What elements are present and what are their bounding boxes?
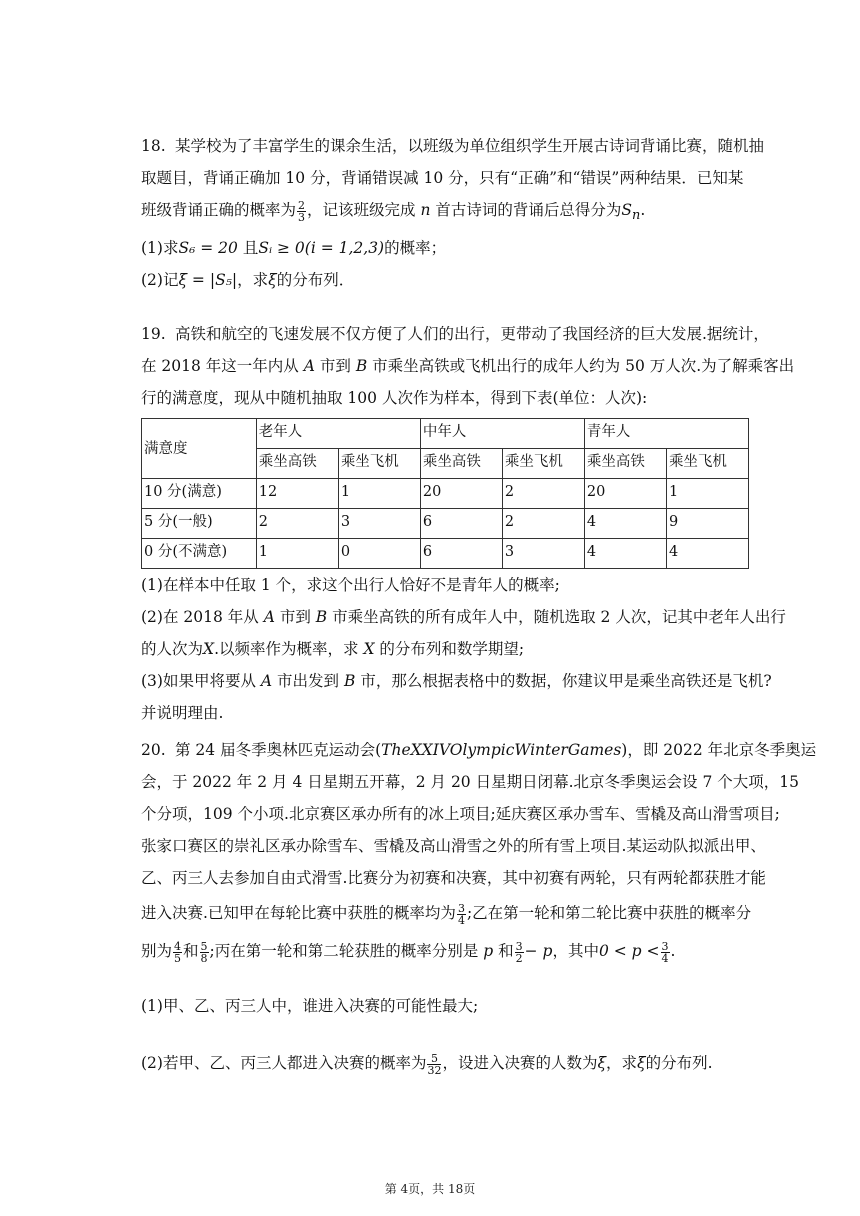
fraction: $\frac{3}{4}$ xyxy=(661,939,669,965)
table-cell: 6 xyxy=(420,509,502,539)
fraction: $\frac{4}{5}$ xyxy=(174,939,182,965)
table-cell: 1 xyxy=(338,479,420,509)
table-cell: 20 xyxy=(584,479,666,509)
table-cell: 20 xyxy=(420,479,502,509)
problem-20-line-2: 会，于 2022 年 2 月 4 日星期五开幕，2 月 20 日星期日闭幕.北京冬季奥运会设 7 个大项，15 xyxy=(141,773,799,791)
problem-19-part-3a: (3)如果甲将要从 A 市出发到 B 市，那么根据表格中的数据，你建议甲是乘坐高铁还是飞机? xyxy=(141,672,772,690)
table-corner-cell: 满意度 xyxy=(142,419,257,479)
table-cell: 1 xyxy=(256,539,338,569)
table-cell: 3 xyxy=(502,539,584,569)
table-row xyxy=(142,539,749,569)
table-cell: 2 xyxy=(256,509,338,539)
table-mode-header: 乘坐飞机 xyxy=(338,449,420,479)
table-row xyxy=(142,509,749,539)
table-cell: 4 xyxy=(666,539,748,569)
problem-19-part-2b: 的人次为X.以频率作为概率，求 X 的分布列和数学期望; xyxy=(141,640,525,658)
problem-20-part-1: (1)甲、乙、丙三人中，谁进入决赛的可能性最大; xyxy=(141,997,479,1015)
fraction: $\frac{5}{8}$ xyxy=(200,939,208,965)
table-cell: 0 xyxy=(338,539,420,569)
problem-19-part-2a: (2)在 2018 年从 A 市到 B 市乘坐高铁的所有成年人中，随机选取 2 人次，记其中老年人出行 xyxy=(141,608,786,626)
problem-20-part-2: (2)若甲、乙、丙三人都进入决赛的概率为 $\frac{5}{32}$ ，设进入决赛的人数为ξ，求ξ的分布列. xyxy=(141,1051,713,1077)
table-row xyxy=(142,479,749,509)
table-row-label: 5 分(一般) xyxy=(142,509,257,539)
table-header-row xyxy=(142,419,749,449)
problem-18-part-1: (1)求S₆ = 20 且Sᵢ ≥ 0(i = 1,2,3)的概率； xyxy=(141,239,447,258)
problem-20-line-5: 乙、丙三人去参加自由式滑雪.比赛分为初赛和决赛，其中初赛有两轮，只有两轮都获胜才能 xyxy=(141,869,766,887)
problem-20-line-4: 张家口赛区的崇礼区承办除雪车、雪橇及高山滑雪之外的所有雪上项目.某运动队拟派出甲、 xyxy=(141,837,766,855)
table-cell: 1 xyxy=(666,479,748,509)
table-group-header: 老年人 xyxy=(256,419,420,449)
problem-19-line-3: 行的满意度，现从中随机抽取 100 人次作为样本，得到下表(单位：人次): xyxy=(141,389,648,407)
problem-20-line-7: 别为 $\frac{4}{5}$ 和 $\frac{5}{8}$ ;丙在第一轮和第二轮获胜的概率分别是 p 和 $\frac{3}{2}$ − p，其中0 < p < $\frac{3}{4}$ . xyxy=(141,939,676,965)
problem-18 xyxy=(141,130,765,296)
problem-19 xyxy=(141,318,795,729)
problem-number: 19. xyxy=(141,325,166,343)
problem-19-part-3b: 并说明理由. xyxy=(141,704,224,722)
problem-20-line-1: 20. 第 24 届冬季奥林匹克运动会(TheXXIVOlympicWinterGames)，即 2022 年北京冬季奥运 xyxy=(141,734,751,766)
problem-18-line-1: 18. 某学校为了丰富学生的课余生活，以班级为单位组织学生开展古诗词背诵比赛，随机抽 xyxy=(141,130,751,162)
table-mode-header: 乘坐高铁 xyxy=(584,449,666,479)
problem-number: 18. xyxy=(141,137,166,155)
table-row-label: 10 分(满意) xyxy=(142,479,257,509)
fraction: $\frac{3}{4}$ xyxy=(457,901,465,927)
table-row-label: 0 分(不满意) xyxy=(142,539,257,569)
problem-20-line-3: 个分项，109 个小项.北京赛区承办所有的冰上项目;延庆赛区承办雪车、雪橇及高山滑雪项目; xyxy=(141,805,780,823)
problem-19-part-1: (1)在样本中任取 1 个，求这个出行人恰好不是青年人的概率; xyxy=(141,576,560,594)
problem-20-line-6: 进入决赛.已知甲在每轮比赛中获胜的概率均为 $\frac{3}{4}$ ;乙在第一轮和第二轮比赛中获胜的概率分 xyxy=(141,901,752,927)
table-group-header: 中年人 xyxy=(420,419,584,449)
table-cell: 9 xyxy=(666,509,748,539)
problem-18-part-2: (2)记ξ = |S₅|，求ξ的分布列． xyxy=(141,271,355,290)
table-cell: 2 xyxy=(502,509,584,539)
problem-18-line-3: 班级背诵正确的概率为 $\frac{2}{3}$ ，记该班级完成 n 首古诗词的背诵后总得分为$S_n$. xyxy=(141,198,646,224)
table-cell: 2 xyxy=(502,479,584,509)
fraction: $\frac{3}{2}$ xyxy=(515,939,523,965)
problem-20 xyxy=(141,734,817,1082)
table-cell: 4 xyxy=(584,509,666,539)
fraction: $\frac{5}{32}$ xyxy=(427,1051,442,1077)
satisfaction-table xyxy=(141,418,749,569)
problem-number: 20. xyxy=(141,741,166,759)
page-footer: 第 4页，共 18页 xyxy=(384,1182,476,1196)
table-cell: 4 xyxy=(584,539,666,569)
table-cell: 3 xyxy=(338,509,420,539)
table-cell: 12 xyxy=(256,479,338,509)
table-mode-header: 乘坐高铁 xyxy=(420,449,502,479)
table-cell: 6 xyxy=(420,539,502,569)
table-mode-header: 乘坐高铁 xyxy=(256,449,338,479)
problem-18-line-2: 取题目，背诵正确加 10 分，背诵错误减 10 分，只有“正确”和“错误”两种结果．已知某 xyxy=(141,169,744,187)
table-mode-header: 乘坐飞机 xyxy=(666,449,748,479)
fraction: $\frac{2}{3}$ xyxy=(298,198,306,224)
table-group-header: 青年人 xyxy=(584,419,748,449)
problem-19-line-2: 在 2018 年这一年内从 A 市到 B 市乘坐高铁或飞机出行的成年人约为 50 万人次.为了解乘客出 xyxy=(141,357,795,375)
table-mode-header: 乘坐飞机 xyxy=(502,449,584,479)
problem-19-line-1: 19. 高铁和航空的飞速发展不仅方便了人们的出行，更带动了我国经济的巨大发展.据统计， xyxy=(141,318,751,350)
